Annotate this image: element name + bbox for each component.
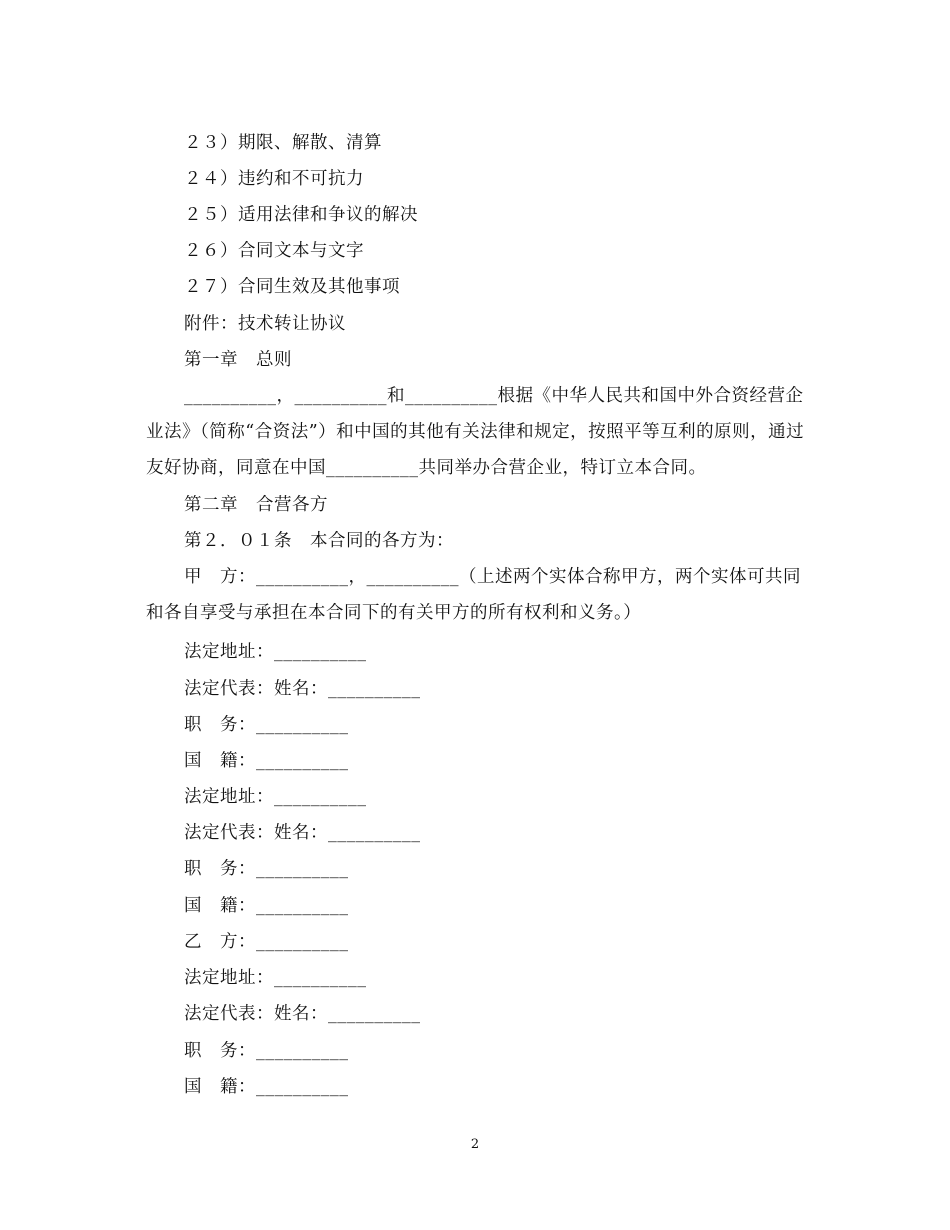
party-b-label: 乙 方：__________ — [184, 932, 349, 952]
article-2-01: 第２．０１条 本合同的各方为： — [184, 531, 454, 551]
party-a2-representative: 法定代表：姓名：__________ — [184, 823, 421, 843]
party-b-position: 职 务：__________ — [184, 1041, 349, 1061]
party-b-nationality: 国 籍：__________ — [184, 1077, 349, 1097]
party-b-representative: 法定代表：姓名：__________ — [184, 1004, 421, 1024]
party-a-paragraph — [146, 559, 806, 631]
party-a2-nationality: 国 籍：__________ — [184, 896, 349, 916]
party-b-address: 法定地址：__________ — [184, 968, 367, 988]
party-a1-position: 职 务：__________ — [184, 715, 349, 735]
toc-item-23: ２３）期限、解散、清算 — [184, 133, 382, 153]
party-a2-position: 职 务：__________ — [184, 859, 349, 879]
party-a-text: 甲 方：__________，__________（上述两个实体合称甲方，两个实体可共同和各自享受与承担在本合同下的有关甲方的所有权利和义务。） — [146, 567, 801, 623]
chapter1-paragraph — [146, 378, 806, 486]
chapter1-title: 第一章 总则 — [184, 350, 292, 370]
party-a1-address: 法定地址：__________ — [184, 642, 367, 662]
toc-item-25: ２５）适用法律和争议的解决 — [184, 205, 418, 225]
toc-item-27: ２７）合同生效及其他事项 — [184, 277, 400, 297]
chapter1-text: __________，__________和__________根据《中华人民共和国中外合资经营企业法》（简称“合资法”）和中国的其他有关法律和规定，按照平等互利的原则，通过友好协商，同意在中国__________共同举办合营企业，特订立本合同。 — [146, 386, 805, 478]
toc-item-attachment: 附件：技术转让协议 — [184, 314, 346, 334]
party-a1-nationality: 国 籍：__________ — [184, 751, 349, 771]
toc-item-24: ２４）违约和不可抗力 — [184, 169, 364, 189]
party-a2-address: 法定地址：__________ — [184, 787, 367, 807]
page-number: 2 — [470, 1137, 480, 1152]
toc-item-26: ２６）合同文本与文字 — [184, 241, 364, 261]
chapter2-title: 第二章 合营各方 — [184, 495, 328, 515]
party-a1-representative: 法定代表：姓名：__________ — [184, 679, 421, 699]
